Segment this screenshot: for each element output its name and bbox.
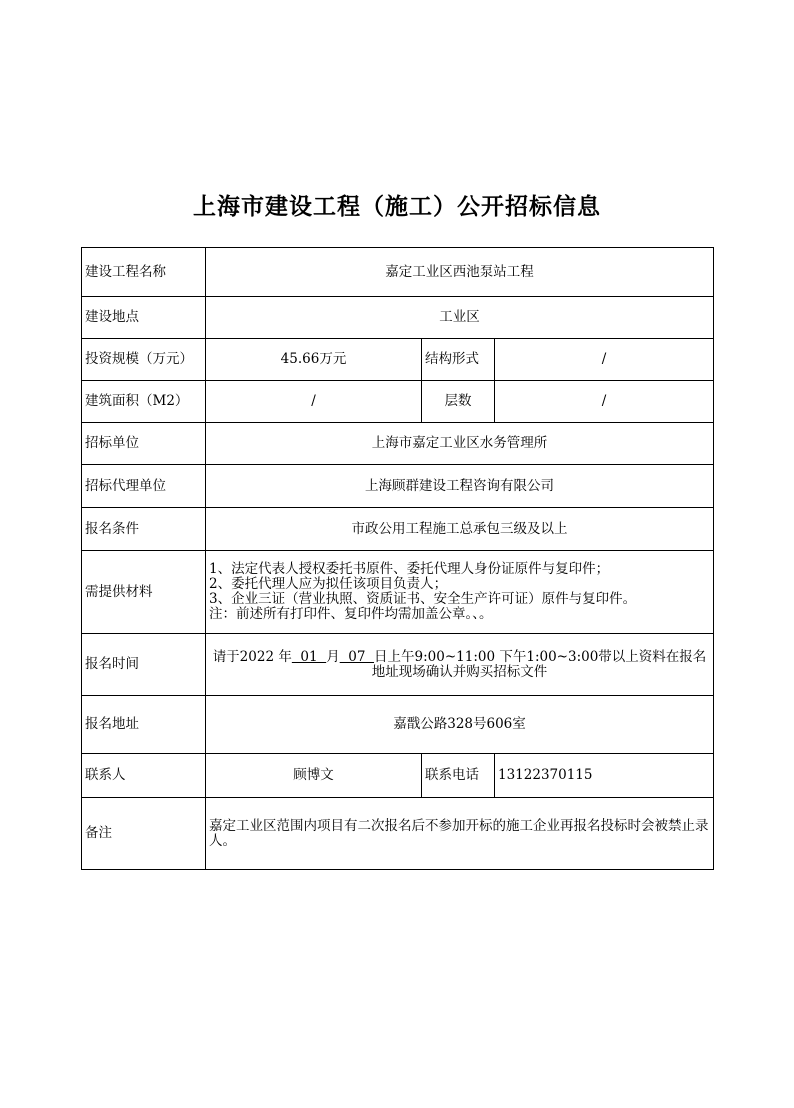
reg-address-value: 嘉戬公路328号606室 [206,696,714,754]
row-reg-address [82,696,714,754]
row-project-name [82,248,714,297]
contact-value: 顾博文 [206,754,422,798]
tender-unit-label: 招标单位 [82,423,206,465]
remarks-value: 嘉定工业区范围内项目有二次报名后不参加开标的施工企业再报名投标时会被禁止录人。 [206,798,714,870]
materials-label: 需提供材料 [82,551,206,634]
agent-value: 上海顾群建设工程咨询有限公司 [206,465,714,508]
remarks-label: 备注 [82,798,206,870]
reg-time-month-unit: 月 [326,648,340,665]
structure-value: / [495,339,714,381]
reg-address-label: 报名地址 [82,696,206,754]
tender-info-table [81,247,714,870]
reg-time-label: 报名时间 [82,634,206,696]
area-value: / [206,381,422,423]
row-location [82,297,714,339]
investment-label: 投资规模（万元） [82,339,206,381]
row-investment [82,339,714,381]
row-remarks [82,798,714,870]
investment-value: 45.66万元 [206,339,422,381]
area-label: 建筑面积（M2） [82,381,206,423]
location-label: 建设地点 [82,297,206,339]
reg-time-prefix: 请于2022 年 [212,648,292,665]
floors-value: / [495,381,714,423]
row-agent [82,465,714,508]
materials-list [206,551,714,634]
project-name-label: 建设工程名称 [82,248,206,297]
row-conditions [82,508,714,551]
materials-line: 2、委托代理人应为拟任该项目负责人； [209,576,448,592]
location-value: 工业区 [206,297,714,339]
conditions-value: 市政公用工程施工总承包三级及以上 [206,508,714,551]
tender-unit-value: 上海市嘉定工业区水务管理所 [206,423,714,465]
row-reg-time [82,634,714,696]
project-name-value: 嘉定工业区西池泵站工程 [206,248,714,297]
row-tender-unit [82,423,714,465]
reg-time-value [206,634,714,696]
reg-time-day: 07 [339,648,375,665]
row-area [82,381,714,423]
phone-value: 13122370115 [495,754,714,798]
agent-label: 招标代理单位 [82,465,206,508]
contact-label: 联系人 [82,754,206,798]
phone-label: 联系电话 [422,754,495,798]
page-title: 上海市建设工程（施工）公开招标信息 [193,194,601,220]
materials-line: 注：前述所有打印件、复印件均需加盖公章。、。 [209,606,493,622]
materials-line: 1、法定代表人授权委托书原件、委托代理人身份证原件与复印件； [209,561,610,577]
conditions-label: 报名条件 [82,508,206,551]
floors-label: 层数 [422,381,495,423]
row-materials [82,551,714,634]
reg-time-month: 01 [291,648,327,665]
structure-label: 结构形式 [422,339,495,381]
reg-time-suffix: 日上午9:00~11:00 下午1:00~3:00带以上资料在报名地址现场确认并购买招标文件 [371,648,707,680]
materials-line: 3、企业三证（营业执照、资质证书、安全生产许可证）原件与复印件。 [209,591,637,607]
row-contact [82,754,714,798]
